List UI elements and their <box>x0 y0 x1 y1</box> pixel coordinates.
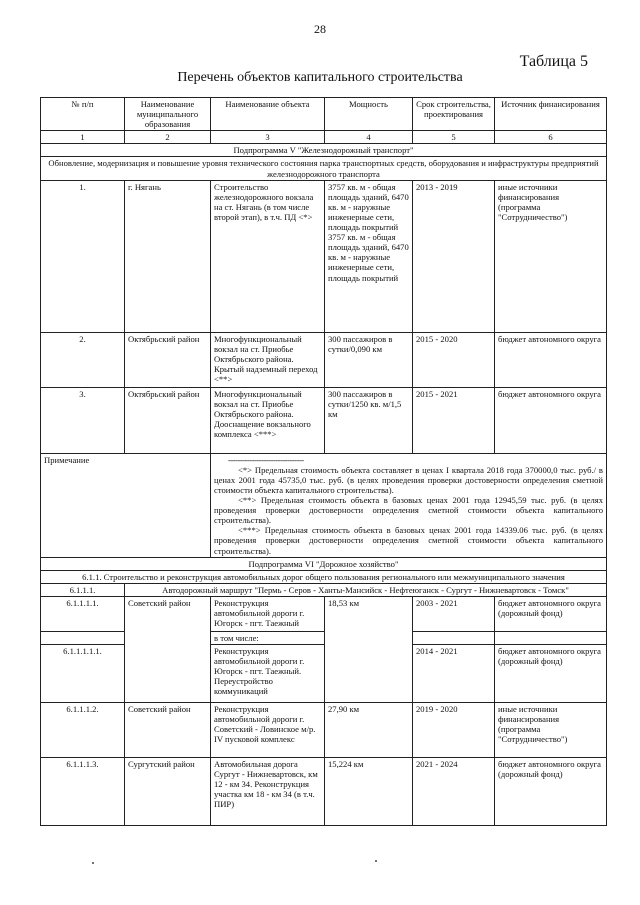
header-row <box>41 98 607 131</box>
header-object: Наименование объекта <box>211 98 325 131</box>
subprogram-6-title: Подпрограмма VI "Дорожное хозяйство" <box>41 557 607 570</box>
row-municipality: Сургутский район <box>125 757 211 825</box>
row-term: 2014 - 2021 <box>413 644 495 702</box>
header-index: 4 <box>325 131 413 144</box>
note-paragraph: <*> Предельная стоимость объекта составляет в ценах I квартала 2018 года 370000,0 тыс. руб./ в ценах 2001 года 45735,0 тыс. руб. (в целях проведения проверки достоверности определения сметной стоимости объекта капитального строительства). <box>214 464 603 495</box>
row-object: Реконструкция автомобильной дороги г. Югорск - пгт. Таежный. Переустройство коммуникаций <box>211 644 325 702</box>
row-number: 1. <box>41 180 125 332</box>
subprogram-6-subtitle: 6.1.1. Строительство и реконструкция автомобильных дорог общего пользования регионального или межмуниципального значения <box>41 570 607 583</box>
row-funding: иные источники финансирования (программа "Сотрудничество") <box>495 702 607 757</box>
route-row <box>41 583 607 596</box>
capital-construction-table <box>40 97 607 826</box>
table-row <box>41 757 607 825</box>
row-number: 3. <box>41 387 125 453</box>
header-number: № п/п <box>41 98 125 131</box>
row-object: Строительство железнодорожного вокзала на ст. Нягань (в том числе второй этап), в т.ч. ПД <*> <box>211 180 325 332</box>
subprogram-5-title: Подпрограмма V "Железнодорожный транспорт" <box>41 144 607 157</box>
row-municipality: Октябрьский район <box>125 332 211 387</box>
table-label: Таблица 5 <box>519 53 588 70</box>
row-funding <box>495 631 607 644</box>
header-municipality: Наименование муниципального образования <box>125 98 211 131</box>
row-municipality: г. Нягань <box>125 180 211 332</box>
row-number: 6.1.1.1.1. <box>41 596 125 631</box>
section-row <box>41 157 607 180</box>
row-term: 2015 - 2020 <box>413 332 495 387</box>
note-row <box>41 453 607 557</box>
row-capacity: 3757 кв. м - общая площадь зданий, 6470 кв. м - наружные инженерные сети, площадь покрытий 3757 кв. м - общая площадь зданий, 6470 кв. м - наружные инженерные сети, площадь покрытий <box>325 180 413 332</box>
row-funding: бюджет автономного округа (дорожный фонд) <box>495 596 607 631</box>
row-funding: бюджет автономного округа (дорожный фонд) <box>495 757 607 825</box>
row-object: Реконструкция автомобильной дороги г. Советский - Ловинское м/р. IV пусковой комплекс <box>211 702 325 757</box>
row-capacity: 300 пассажиров в сутки/1250 кв. м/1,5 км <box>325 387 413 453</box>
row-number: 2. <box>41 332 125 387</box>
row-object: Автомобильная дорога Сургут - Нижневартовск, км 12 - км 34. Реконструкция участка км 18 - км 34 (в т.ч. ПИР) <box>211 757 325 825</box>
section-row <box>41 144 607 157</box>
note-body <box>211 453 607 557</box>
row-capacity: 18,53 км <box>325 596 413 702</box>
header-index: 1 <box>41 131 125 144</box>
row-term: 2013 - 2019 <box>413 180 495 332</box>
row-object: Многофункциональный вокзал на ст. Приобье Октябрьского района. Дооснащение вокзального комплекса <***> <box>211 387 325 453</box>
row-funding: бюджет автономного округа (дорожный фонд) <box>495 644 607 702</box>
header-term: Срок строительства, проектирования <box>413 98 495 131</box>
row-municipality: Октябрьский район <box>125 387 211 453</box>
row-number: 6.1.1.1.1.1. <box>41 644 125 702</box>
row-capacity: 15,224 км <box>325 757 413 825</box>
row-term: 2003 - 2021 <box>413 596 495 631</box>
document-title: Перечень объектов капитального строительства <box>177 70 463 85</box>
route-number: 6.1.1.1. <box>41 583 125 596</box>
row-term: 2021 - 2024 <box>413 757 495 825</box>
row-object: в том числе: <box>211 631 325 644</box>
row-municipality: Советский район <box>125 596 211 702</box>
table-row <box>41 702 607 757</box>
header-index-row <box>41 131 607 144</box>
subprogram-5-subtitle: Обновление, модернизация и повышение уровня технического состояния парка транспортных средств, оборудования и инфраструктуры предприятий железнодорожного транспорта <box>41 157 607 180</box>
header-index: 3 <box>211 131 325 144</box>
row-capacity: 300 пассажиров в сутки/0,090 км <box>325 332 413 387</box>
header-index: 5 <box>413 131 495 144</box>
row-number: 6.1.1.1.2. <box>41 702 125 757</box>
table-row <box>41 332 607 387</box>
table-row <box>41 596 607 631</box>
note-separator: -------------------------------- <box>228 454 304 465</box>
header-capacity: Мощность <box>325 98 413 131</box>
note-paragraph: <***> Предельная стоимость объекта в базовых ценах 2001 года 14339.06 тыс. руб. (в целях проведения проверки достоверности определения сметной стоимости объекта капитального строительства). <box>214 525 603 556</box>
header-funding: Источник финансирования <box>495 98 607 131</box>
row-capacity: 27,90 км <box>325 702 413 757</box>
page-number: 28 <box>314 22 326 36</box>
row-number <box>41 631 125 644</box>
header-index: 2 <box>125 131 211 144</box>
section-row <box>41 557 607 570</box>
route-title: Автодорожный маршрут "Пермь - Серов - Ханты-Мансийск - Нефтеюганск - Сургут - Нижневартовск - Томск" <box>125 583 607 596</box>
table-row <box>41 387 607 453</box>
row-object: Реконструкция автомобильной дороги г. Югорск - пгт. Таежный <box>211 596 325 631</box>
scan-speck <box>375 860 377 862</box>
row-term <box>413 631 495 644</box>
row-funding: иные источники финансирования (программа "Сотрудничество") <box>495 180 607 332</box>
section-row <box>41 570 607 583</box>
note-label: Примечание <box>41 453 211 557</box>
note-paragraph: <**> Предельная стоимость объекта в базовых ценах 2001 года 12945,59 тыс. руб. (в целях проведения проверки достоверности определения сметной стоимости объекта капитального строительства). <box>214 495 603 526</box>
row-term: 2015 - 2021 <box>413 387 495 453</box>
row-municipality: Советский район <box>125 702 211 757</box>
row-funding: бюджет автономного округа <box>495 332 607 387</box>
table-row <box>41 180 607 332</box>
row-funding: бюджет автономного округа <box>495 387 607 453</box>
row-object: Многофункциональный вокзал на ст. Приобье Октябрьского района. Крытый надземный переход <**> <box>211 332 325 387</box>
row-term: 2019 - 2020 <box>413 702 495 757</box>
row-number: 6.1.1.1.3. <box>41 757 125 825</box>
scan-speck <box>92 862 94 864</box>
header-index: 6 <box>495 131 607 144</box>
